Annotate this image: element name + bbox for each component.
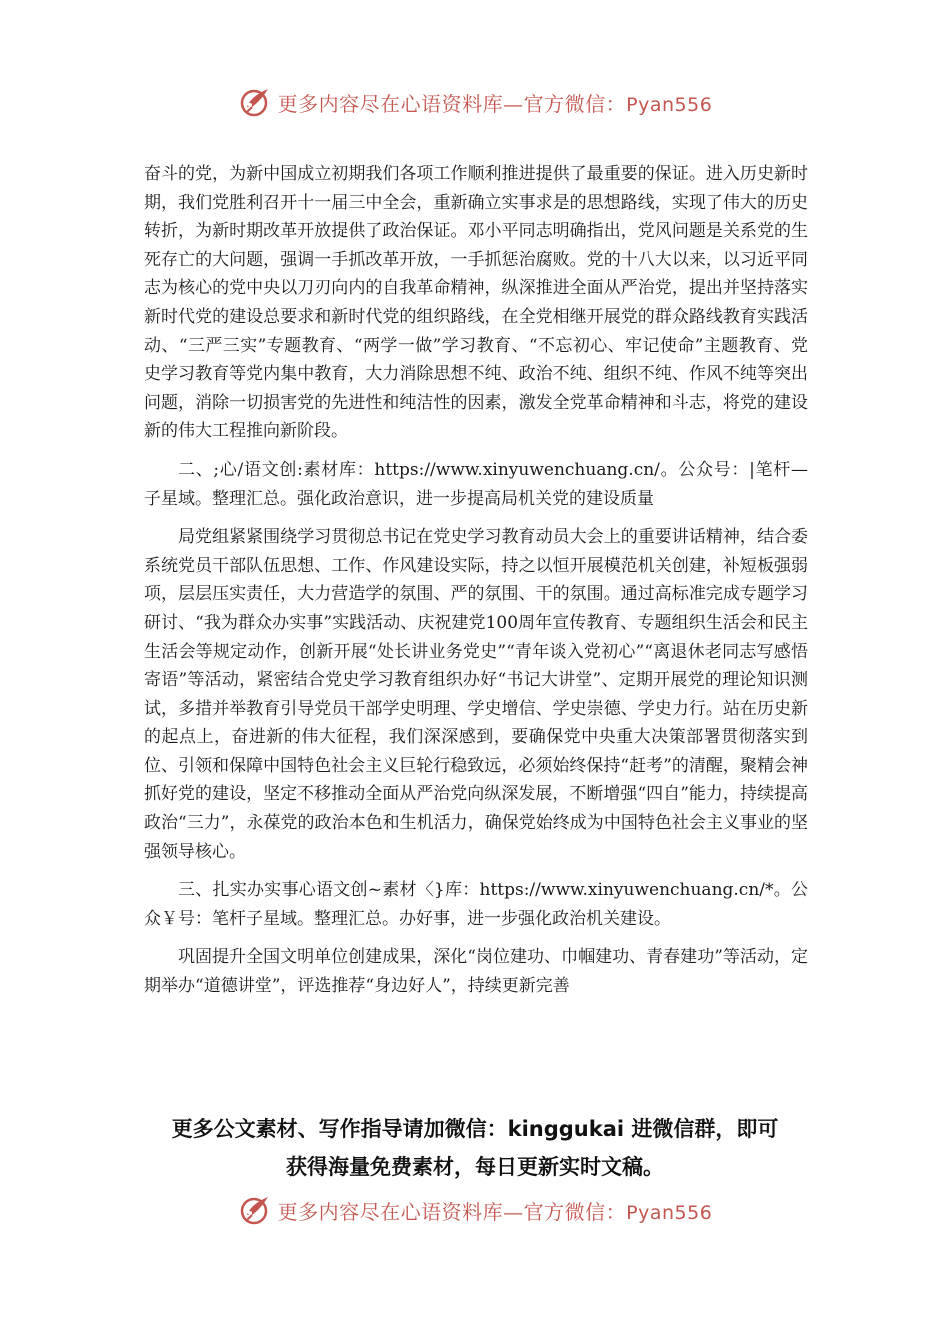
header-banner — [0, 80, 950, 124]
promo-line-2: 获得海量免费素材，每日更新实时文稿。 — [286, 1155, 664, 1179]
promo-notice — [0, 1110, 950, 1186]
document-body — [144, 160, 808, 1001]
section-heading-3: 三、扎实办实事心语文创~素材〈}库：https://www.xinyuwenchuang.cn/*。公众￥号：笔杆子星域。整理汇总。办好事，进一步强化政治机关建设。 — [144, 880, 808, 929]
header-banner-text: 更多内容尽在心语资料库—官方微信：Pyan556 — [277, 91, 713, 116]
footer-wechat-id: Pyan556 — [626, 1201, 713, 1224]
paragraph-2: 局党组紧紧围绕学习贯彻总书记在党史学习教育动员大会上的重要讲话精神，结合委系统党员干部队伍思想、工作、作风建设实际，持之以恒开展模范机关创建，补短板强弱项，层层压实责任，大力营造学的氛围、严的氛围、干的氛围。通过高标准完成专题学习研讨、“我为群众办实事”实践活动、庆祝建党100周年宣传教育、专题组织生活会和民主生活会等规定动作，创新开展“处长讲业务党史”“青年谈入党初心”“离退休老同志写感悟寄语”等活动，紧密结合党史学习教育组织办好“书记大讲堂”、定期开展党的理论知识测试，多措并举教育引导党员干部学史明理、学史增信、学史崇德、学史力行。站在历史新的起点上，奋进新的伟大征程，我们深深感到，要确保党中央重大决策部署贯彻落实到位、引领和保障中国特色社会主义巨轮行稳致远，必须始终保持“赶考”的清醒，聚精会神抓好党的建设，坚定不移推动全面从严治党向纵深发展，不断增强“四自”能力，持续提高政治“三力”，永葆党的政治本色和生机活力，确保党始终成为中国特色社会主义事业的坚强领导核心。 — [144, 527, 808, 862]
quill-logo-icon — [238, 85, 272, 119]
footer-banner — [0, 1188, 950, 1232]
promo-line-1: 更多公文素材、写作指导请加微信：kinggukai 进微信群，即可 — [171, 1117, 779, 1141]
section-heading-2: 二、;心/语文创:素材库：https://www.xinyuwenchuang.cn/。公众号：|笔杆—子星域。整理汇总。强化政治意识，进一步提高局机关党的建设质量 — [144, 459, 808, 509]
paragraph-1: 奋斗的党，为新中国成立初期我们各项工作顺利推进提供了最重要的保证。进入历史新时期，我们党胜利召开十一届三中全会，重新确立实事求是的思想路线，实现了伟大的历史转折，为新时期改革开放提供了政治保证。邓小平同志明确指出，党风问题是关系党的生死存亡的大问题，强调一手抓改革开放，一手抓惩治腐败。党的十八大以来，以习近平同志为核心的党中央以刀刃向内的自我革命精神，纵深推进全面从严治党，提出并坚持落实新时代党的建设总要求和新时代党的组织路线，在全党相继开展党的群众路线教育实践活动、“三严三实”专题教育、“两学一做”学习教育、“不忘初心、牢记使命”主题教育、党史学习教育等党内集中教育，大力消除思想不纯、政治不纯、组织不纯、作风不纯等突出问题，消除一切损害党的先进性和纯洁性的因素，激发全党革命精神和斗志，将党的建设新的伟大工程推向新阶段。 — [144, 164, 808, 442]
quill-logo-icon — [238, 1193, 272, 1227]
footer-banner-text: 更多内容尽在心语资料库—官方微信：Pyan556 — [277, 1199, 713, 1224]
header-wechat-id: Pyan556 — [626, 93, 713, 116]
paragraph-3: 巩固提升全国文明单位创建成果，深化“岗位建功、巾帼建功、青春建功”等活动，定期举办“道德讲堂”，评选推荐“身边好人”，持续更新完善 — [144, 947, 808, 997]
